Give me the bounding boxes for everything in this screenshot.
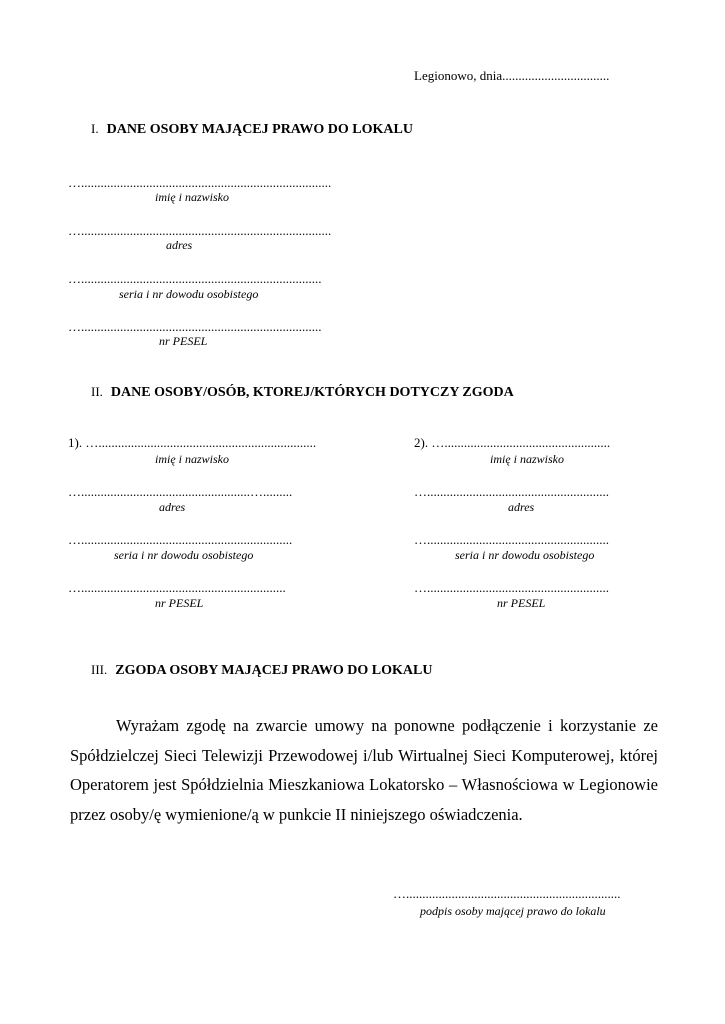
p2-id-caption: seria i nr dowodu osobistego — [455, 548, 595, 562]
s1-pesel-caption: nr PESEL — [159, 334, 208, 348]
p2-address-field[interactable]: …........................................................ — [414, 484, 609, 499]
s1-pesel-field[interactable]: ….......................................................................... — [68, 319, 322, 334]
p2-name-field[interactable]: 2). …................................................... — [414, 435, 611, 450]
section-1-number: I. — [91, 121, 99, 136]
p1-id-caption: seria i nr dowodu osobistego — [114, 548, 254, 562]
s1-name-caption: imię i nazwisko — [155, 190, 229, 204]
p2-pesel-caption: nr PESEL — [497, 596, 546, 610]
s1-address-caption: adres — [166, 238, 193, 252]
consent-paragraph: Wyrażam zgodę na zwarcie umowy na ponowne podłączenie i korzystanie ze Spółdzielczej Sieci Telewizji Przewodowej i/lub Wirtualnej Sieci Komputerowej, której Operatorem jest Spółdzielnia Mieszkaniowa Lokatorsko – Własnościowa w Legionowie przez osoby/ę wymienione/ą w punkcie II niniejszego oświadczenia. — [70, 716, 658, 824]
section-3-title: ZGODA OSOBY MAJĄCEJ PRAWO DO LOKALU — [115, 663, 433, 678]
p1-pesel-field[interactable]: …............................................................... — [68, 580, 286, 595]
p1-name-caption: imię i nazwisko — [155, 452, 229, 466]
s1-id-caption: seria i nr dowodu osobistego — [119, 287, 259, 301]
signature-field[interactable]: ….................................................................. — [393, 886, 621, 901]
p2-address-caption: adres — [508, 500, 535, 514]
p1-name-field[interactable]: 1). …................................................................... — [68, 435, 317, 450]
section-2-title: DANE OSOBY/OSÓB, KTOREJ/KTÓRYCH DOTYCZY ZGODA — [110, 385, 514, 400]
section-2-heading — [91, 384, 514, 401]
section-1-title: DANE OSOBY MAJĄCEJ PRAWO DO LOKALU — [106, 122, 413, 137]
p2-id-field[interactable]: …........................................................ — [414, 532, 609, 547]
p1-id-field[interactable]: …................................................................. — [68, 532, 293, 547]
section-3-number: III. — [91, 662, 108, 677]
s1-id-field[interactable]: ….......................................................................... — [68, 271, 322, 286]
p1-address-caption: adres — [159, 500, 186, 514]
s1-name-field[interactable]: …............................................................................. — [68, 175, 332, 190]
p1-pesel-caption: nr PESEL — [155, 596, 204, 610]
section-3-heading — [91, 662, 432, 679]
section-2-number: II. — [91, 384, 103, 399]
p1-address-field[interactable]: …....................................................…......... — [68, 484, 293, 499]
date-line[interactable]: Legionowo, dnia................................. — [414, 68, 610, 83]
p2-name-caption: imię i nazwisko — [490, 452, 564, 466]
p2-pesel-field[interactable]: …........................................................ — [414, 580, 609, 595]
section-1-heading — [91, 121, 413, 138]
signature-caption: podpis osoby mającej prawo do lokalu — [420, 904, 606, 918]
s1-address-field[interactable]: …............................................................................. — [68, 223, 332, 238]
